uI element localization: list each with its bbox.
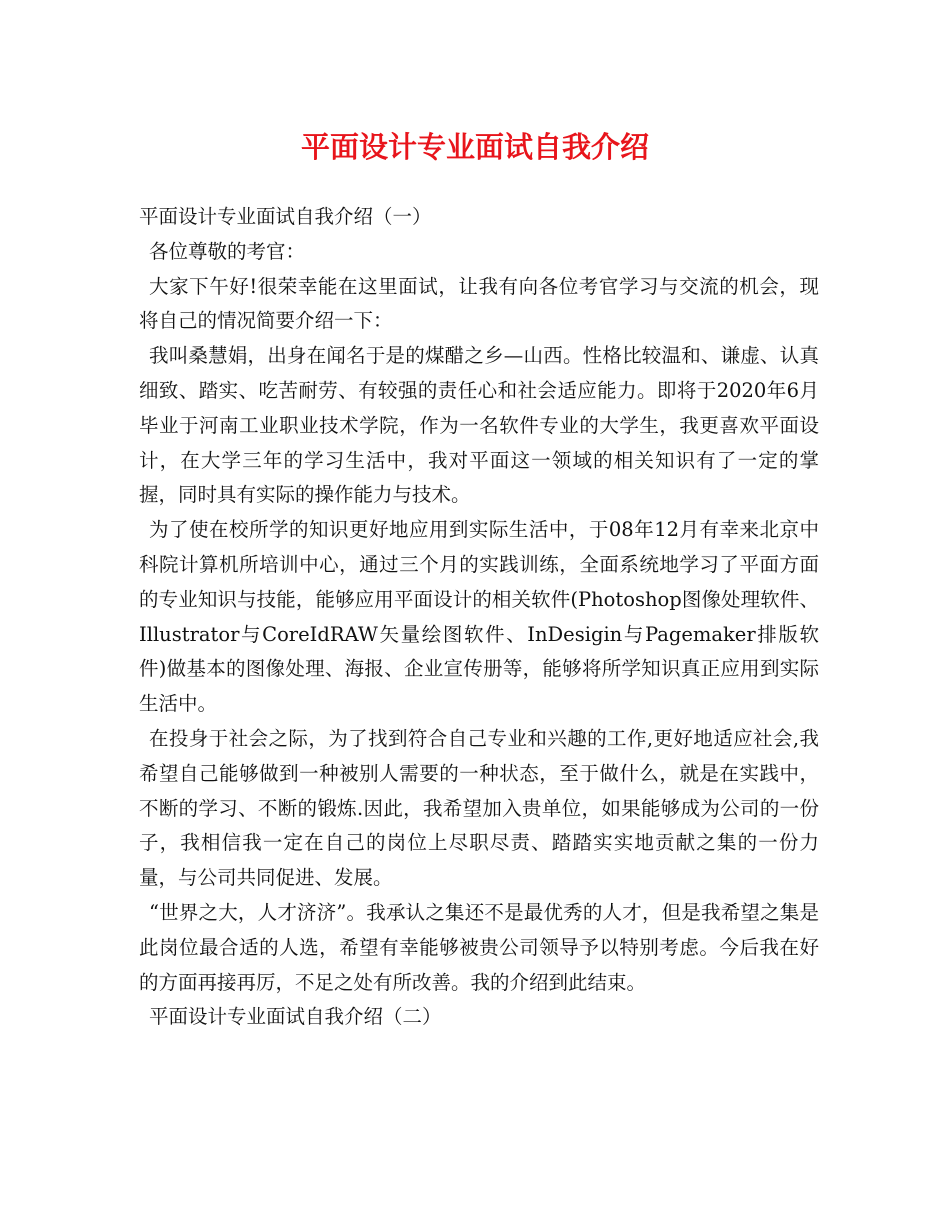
paragraph-greeting: 大家下午好!很荣幸能在这里面试，让我有向各位考官学习与交流的机会，现将自己的情况简要介绍一下： (139, 274, 819, 333)
paragraph-aspiration: 在投身于社会之际，为了找到符合自己专业和兴趣的工作,更好地适应社会,我希望自己能够做到一种被别人需要的一种状态，至于做什么，就是在实践中，不断的学习、不断的锻炼.因此，我希望加入贵单位，如果能够成为公司的一份子，我相信我一定在自己的岗位上尽职尽责、踏踏实实地贡献之集的一份力量，与公司共同促进、发展。 (139, 726, 819, 890)
paragraph-closing: “世界之大，人才济济”。我承认之集还不是最优秀的人才，但是我希望之集是此岗位最合适的人选，希望有幸能够被贵公司领导予以特别考虑。今后我在好的方面再接再厉，不足之处有所改善。我的介绍到此结束。 (139, 900, 819, 994)
document-body (139, 200, 819, 1035)
paragraph-training: 为了使在校所学的知识更好地应用到实际生活中，于08年12月有幸来北京中科院计算机所培训中心，通过三个月的实践训练，全面系统地学习了平面方面的专业知识与技能，能够应用平面设计的相关软件(Photoshop图像处理软件、Illustrator与CoreIdRAW矢量绘图软件、InDesigin与Pagemaker排版软件)做基本的图像处理、海报、企业宣传册等，能够将所学知识真正应用到实际生活中。 (139, 518, 819, 716)
paragraph-background: 我叫桑慧娟，出身在闻名于是的煤醋之乡—山西。性格比较温和、谦虚、认真细致、踏实、吃苦耐劳、有较强的责任心和社会适应能力。即将于2020年6月毕业于河南工业职业技术学院，作为一名软件专业的大学生，我更喜欢平面设计，在大学三年的学习生活中，我对平面这一领域的相关知识有了一定的掌握，同时具有实际的操作能力与技术。 (139, 344, 819, 507)
document-title: 平面设计专业面试自我介绍 (300, 130, 649, 164)
section-heading-1: 平面设计专业面试自我介绍（一） (139, 205, 432, 228)
section-heading-2: 平面设计专业面试自我介绍（二） (149, 1005, 442, 1029)
salutation: 各位尊敬的考官： (149, 239, 306, 263)
